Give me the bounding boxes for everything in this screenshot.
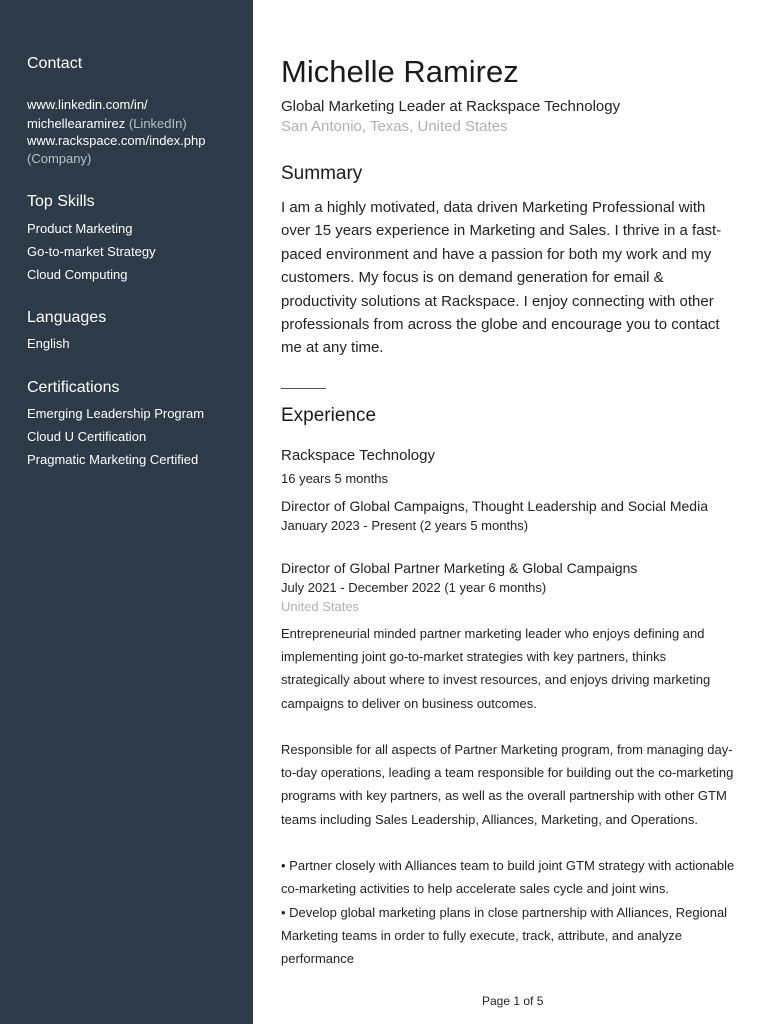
- language-item: English: [27, 336, 70, 351]
- role-dates: July 2021 - December 2022 (1 year 6 months): [281, 580, 547, 595]
- role-title: Director of Global Campaigns, Thought Leadership and Social Media: [281, 498, 708, 514]
- sidebar: [0, 0, 253, 1024]
- profile-name: Michelle Ramirez: [281, 54, 519, 89]
- role-bullet: • Develop global marketing plans in close partnership with Alliances, Regional Marketing teams in order to fully execute, track, attribute, and analyze performance: [281, 905, 728, 967]
- main-content: [281, 0, 768, 1024]
- section-divider: [281, 388, 326, 389]
- profile-headline: Global Marketing Leader at Rackspace Technology: [281, 98, 621, 115]
- page-number: Page 1 of 5: [482, 994, 544, 1008]
- profile-location: San Antonio, Texas, United States: [281, 118, 508, 135]
- languages-heading: Languages: [27, 309, 107, 326]
- skill-item: Cloud Computing: [27, 267, 128, 282]
- role-bullet: • Partner closely with Alliances team to build joint GTM strategy with actionable co-marketing activities to help accelerate sales cycle and joint wins.: [281, 858, 735, 897]
- top-skills-heading: Top Skills: [27, 193, 95, 210]
- summary-title: Summary: [281, 163, 363, 184]
- company-tag: (Company): [27, 151, 92, 166]
- experience-title: Experience: [281, 405, 377, 426]
- company-tenure: 16 years 5 months: [281, 471, 388, 486]
- certification-item: Emerging Leadership Program: [27, 406, 205, 421]
- linkedin-link-line1[interactable]: www.linkedin.com/in/: [27, 97, 148, 112]
- summary-text: I am a highly motivated, data driven Marketing Professional with over 15 years experience in Marketing and Sales. I thrive in a fast-paced environment and have a passion for both my work and my customers. My focus is on demand generation for email & productivity solutions at Rackspace. I enjoy connecting with other professionals from across the globe and encourage you to contact me at any time.: [281, 199, 722, 357]
- skill-item: Go-to-market Strategy: [27, 244, 156, 259]
- contact-heading: Contact: [27, 55, 83, 72]
- company-link[interactable]: www.rackspace.com/index.php: [27, 133, 206, 148]
- linkedin-tag: (LinkedIn): [128, 116, 187, 131]
- linkedin-link-line2[interactable]: michellearamirez: [27, 116, 126, 131]
- certifications-heading: Certifications: [27, 379, 120, 396]
- certification-item: Cloud U Certification: [27, 429, 147, 444]
- company-name: Rackspace Technology: [281, 447, 435, 464]
- role-description: Entrepreneurial minded partner marketing leader who enjoys defining and implementing joint go-to-market strategies with key partners, thinks strategically about where to invest resources, and enjoys driving marketing campaigns to deliver on business outcomes.: [281, 626, 711, 711]
- role-title: Director of Global Partner Marketing & Global Campaigns: [281, 560, 638, 576]
- skill-item: Product Marketing: [27, 221, 133, 236]
- role-description: Responsible for all aspects of Partner Marketing program, from managing day-to-day operations, leading a team responsible for building out the co-marketing programs with key partners, as well as the overall partnership with other GTM teams including Sales Leadership, Alliances, Marketing, and Operations.: [281, 742, 734, 827]
- role-location: United States: [281, 599, 360, 614]
- role-dates: January 2023 - Present (2 years 5 months): [281, 518, 529, 533]
- linkedin-link[interactable]: [27, 116, 187, 131]
- certification-item: Pragmatic Marketing Certified: [27, 452, 199, 467]
